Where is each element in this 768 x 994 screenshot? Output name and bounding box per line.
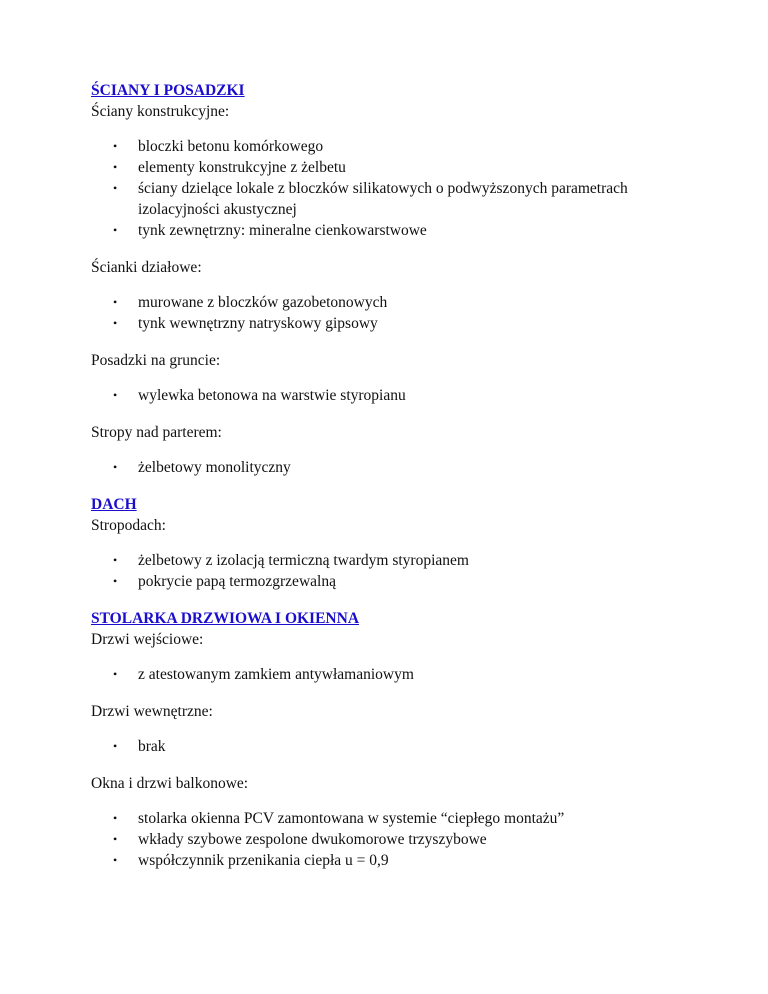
list-item: • stolarka okienna PCV zamontowana w systemie “ciepłego montażu” bbox=[138, 808, 711, 829]
document-page bbox=[91, 80, 711, 887]
list-item: • żelbetowy monolityczny bbox=[138, 457, 711, 478]
list-item: • wylewka betonowa na warstwie styropianu bbox=[138, 385, 711, 406]
bullet-list bbox=[91, 808, 711, 871]
bullet-list bbox=[91, 385, 711, 406]
group-entrance-doors bbox=[91, 629, 711, 685]
bullet-list bbox=[91, 736, 711, 757]
list-item: • tynk zewnętrzny: mineralne cienkowarstwowe bbox=[138, 220, 711, 241]
group-label: Drzwi wejściowe: bbox=[91, 631, 204, 648]
group-label: Posadzki na gruncie: bbox=[91, 352, 221, 369]
list-item: • murowane z bloczków gazobetonowych bbox=[138, 292, 711, 313]
list-item: • wkłady szybowe zespolone dwukomorowe trzyszybowe bbox=[138, 829, 711, 850]
bullet-list bbox=[91, 550, 711, 592]
bullet-list bbox=[91, 664, 711, 685]
list-item: • ściany dzielące lokale z bloczków silikatowych o podwyższonych parametrach izolacyjności akustycznej bbox=[138, 178, 711, 220]
list-item: • pokrycie papą termozgrzewalną bbox=[138, 571, 711, 592]
section-heading-link[interactable]: DACH bbox=[91, 496, 137, 513]
list-item: • bloczki betonu komórkowego bbox=[138, 136, 711, 157]
group-label: Stropodach: bbox=[91, 517, 166, 534]
section-heading-link[interactable]: STOLARKA DRZWIOWA I OKIENNA bbox=[91, 610, 360, 627]
group-structural-walls bbox=[91, 101, 711, 241]
list-item: • z atestowanym zamkiem antywłamaniowym bbox=[138, 664, 711, 685]
group-windows-balcony-doors bbox=[91, 773, 711, 871]
list-item: • tynk wewnętrzny natryskowy gipsowy bbox=[138, 313, 711, 334]
list-item: • współczynnik przenikania ciepła u = 0,9 bbox=[138, 850, 711, 871]
list-item: • żelbetowy z izolacją termiczną twardym styropianem bbox=[138, 550, 711, 571]
group-ground-ceilings bbox=[91, 422, 711, 478]
list-item: • brak bbox=[138, 736, 711, 757]
section-heading-link[interactable]: ŚCIANY I POSADZKI bbox=[91, 82, 245, 99]
group-label: Drzwi wewnętrzne: bbox=[91, 703, 213, 720]
bullet-list bbox=[91, 136, 711, 241]
group-label: Ściany konstrukcyjne: bbox=[91, 103, 230, 120]
group-label: Stropy nad parterem: bbox=[91, 424, 222, 441]
list-item: • elementy konstrukcyjne z żelbetu bbox=[138, 157, 711, 178]
group-interior-doors bbox=[91, 701, 711, 757]
bullet-list bbox=[91, 292, 711, 334]
group-ground-floors bbox=[91, 350, 711, 406]
bullet-list bbox=[91, 457, 711, 478]
group-label: Ścianki działowe: bbox=[91, 259, 202, 276]
group-label: Okna i drzwi balkonowe: bbox=[91, 775, 249, 792]
section-roof bbox=[91, 494, 711, 592]
group-flat-roof bbox=[91, 515, 711, 592]
group-partition-walls bbox=[91, 257, 711, 334]
section-doors-windows bbox=[91, 608, 711, 871]
section-walls-floors bbox=[91, 80, 711, 478]
